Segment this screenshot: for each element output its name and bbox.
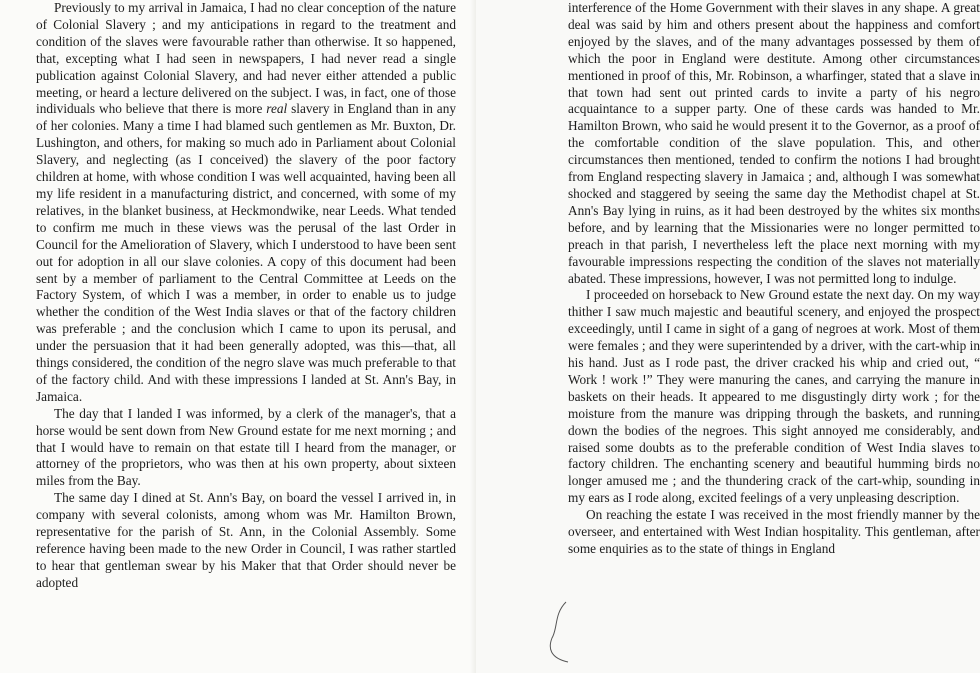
margin-bracket-mark [546,600,570,666]
left-paragraph-3: The same day I dined at St. Ann's Bay, on board the vessel I arrived in, in company with several colonists, among whom was Mr. Hamilton Brown, representative for the parish of St. Ann, in the Colonial Assembly. Some reference having been made to the new Order in Council, I was rather startled to hear that gentleman swear by his Maker that that Order should never be adopted [36,490,456,590]
left-page-text [36,0,456,592]
right-paragraph-1: interference of the Home Government with their slaves in any shape. A great deal was said by him and others present about the happiness and comfort enjoyed by the slaves, and of the many advantages possessed by them of which the poor in England were destitute. Among other circumstances mentioned in proof of this, Mr. Robinson, a wharfinger, stated that a slave in that town had sent out printed cards to invite a party of his negro acquaintance to a supper party. One of these cards was handed to Mr. Hamilton Brown, who said he would present it to the Governor, as a proof of the comfortable condition of the slave population. This, and other circumstances then mentioned, tended to confirm the notions I had brought from England respecting slavery in Jamaica ; and, although I was somewhat shocked and staggered by seeing the same day the Methodist chapel at St. Ann's Bay lying in ruins, as it had been destroyed by the whites six months before, and by learning that the Missionaries were no longer permitted to preach in that parish, I nevertheless left the place next morning with my favourable impressions respecting the condition of the slaves not materially abated. These impressions, however, I was not permitted long to indulge. [568,0,980,286]
right-page-text [568,0,980,558]
right-paragraph-3: On reaching the estate I was received in the most friendly manner by the overseer, and entertained with West Indian hospitality. This gentleman, after some enquiries as to the state of things in England [568,507,980,556]
left-paragraph-2: The day that I landed I was informed, by a clerk of the manager's, that a horse would be sent down from New Ground estate for me next morning ; and that I would have to remain on that estate till I heard from the manager, or attorney of the proprietors, who was then at his own property, about sixteen miles from the Bay. [36,405,456,489]
left-paragraph-1: Previously to my arrival in Jamaica, I had no clear conception of the nature of Colonial Slavery ; and my anticipations in regard to the treatment and condition of the slaves were favourable rather than otherwise. It so happened, that, excepting what I had seen in newspapers, I had never read a single publication against Colonial Slavery, and had never either attended a public meeting, or heard a lecture delivered on the subject. I was, in fact, one of those individuals who believe that there is more real slavery in England than in any of her colonies. Many a time I had blamed such gentlemen as Mr. Buxton, Dr. Lushington, and others, for making so much ado in Parliament about Colonial Slavery, and neglecting (as I conceived) the slavery of the poor factory children at home, with whose condition I was well acquainted, having been all my life resident in a manufacturing district, and concerned, with some of my relatives, in the blanket business, at Heckmondwike, near Leeds. What tended to confirm me much in these views was the perusal of the last Order in Council for the Amelioration of Slavery, which I understood to have been sent out for adoption in all our slave colonies. A copy of this document had been sent by a member of parliament to the Central Committee at Leeds on the Factory System, of which I was a member, in order to enable us to judge whether the condition of the West India slaves or that of the factory children was preferable ; and the conclusion which I came to upon its perusal, and under the persuasion that it had been generally adopted, was this—that, all things considered, the condition of the negro slave was much preferable to that of the factory child. And with these impressions I landed at St. Ann's Bay, in Jamaica. [36,0,457,404]
right-page [476,0,980,673]
right-paragraph-2: I proceeded on horseback to New Ground estate the next day. On my way thither I saw much majestic and beautiful scenery, and enjoyed the prospect exceedingly, until I came in sight of a gang of negroes at work. Most of them were females ; and they were superintended by a driver, with the cart-whip in his hand. Just as I rode past, the driver cracked his whip and cried out, “ Work ! work !” They were manuring the canes, and carrying the manure in baskets on their heads. It appeared to me disgustingly dirty work ; for the moisture from the manure was dripping through the baskets, and running down the bodies of the negroes. This sight annoyed me considerably, and raised some doubts as to the preferable condition of West India slaves to factory children. The enchanting scenery and beautiful humming birds no longer amused me ; and the thundering crack of the cart-whip, sounding in my ears as I rode along, excited feelings of a very unpleasing description. [568,287,980,506]
left-page [0,0,476,673]
